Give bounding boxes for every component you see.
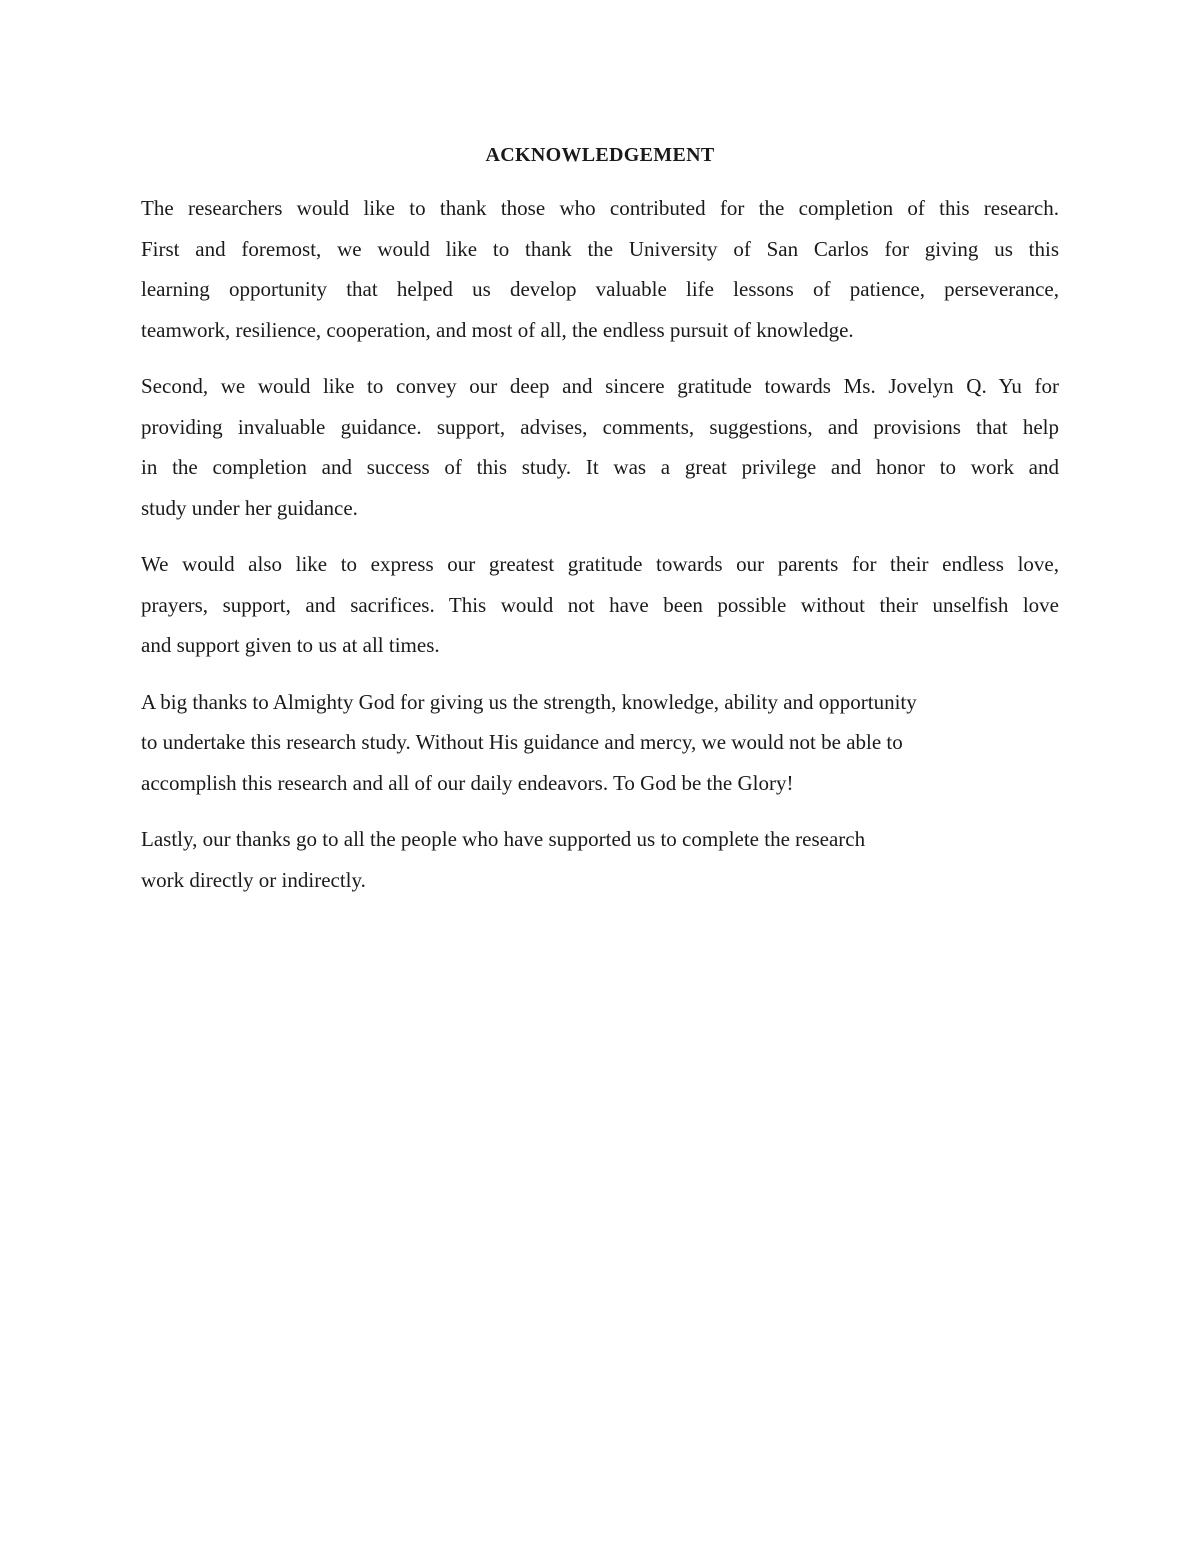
paragraph-4 [141, 682, 1059, 804]
paragraph-line: Second, we would like to convey our deep and sincere gratitude towards Ms. Jovelyn Q. Yu for [141, 374, 1059, 398]
document-body [141, 140, 1059, 916]
paragraph-2 [141, 366, 1059, 528]
paragraph-1 [141, 188, 1059, 350]
paragraph-line: and support given to us at all times. [141, 633, 440, 657]
paragraph-line: We would also like to express our greatest gratitude towards our parents for their endless love, [141, 552, 1059, 576]
paragraph-line: Lastly, our thanks go to all the people who have supported us to complete the research [141, 827, 866, 851]
page-title: ACKNOWLEDGEMENT [485, 144, 715, 166]
paragraph-5 [141, 819, 1059, 900]
paragraph-line: prayers, support, and sacrifices. This would not have been possible without their unselfish love [141, 592, 1059, 617]
paragraph-line: study under her guidance. [141, 495, 358, 520]
paragraph-3 [141, 544, 1059, 666]
paragraph-line: to undertake this research study. Without His guidance and mercy, we would not be able to [141, 730, 903, 754]
paragraph-line: learning opportunity that helped us develop valuable life lessons of patience, perseverance, [141, 277, 1059, 301]
paragraph-line: providing invaluable guidance. support, advises, comments, suggestions, and provisions that help [141, 414, 1059, 439]
paragraph-line: First and foremost, we would like to thank the University of San Carlos for giving us this [141, 236, 1059, 261]
paragraph-line: The researchers would like to thank those who contributed for the completion of this research. [141, 196, 1059, 220]
paragraph-line: A big thanks to Almighty God for giving us the strength, knowledge, ability and opportunity [141, 689, 917, 714]
paragraph-line: work directly or indirectly. [141, 867, 366, 892]
paragraph-line: accomplish this research and all of our daily endeavors. To God be the Glory! [141, 770, 794, 795]
paragraph-line: teamwork, resilience, cooperation, and most of all, the endless pursuit of knowledge. [141, 317, 854, 342]
paragraph-line: in the completion and success of this study. It was a great privilege and honor to work and [141, 455, 1059, 479]
